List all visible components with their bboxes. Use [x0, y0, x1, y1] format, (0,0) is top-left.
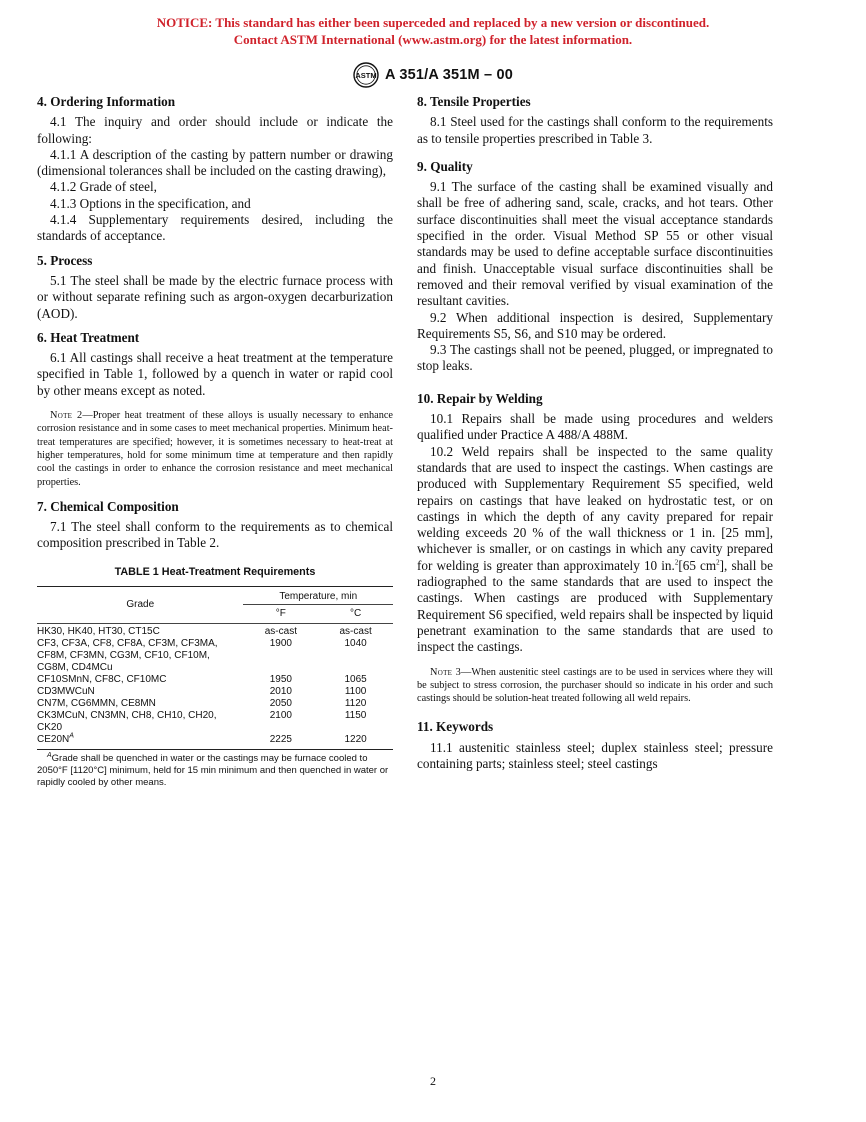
- para-10-2: [417, 444, 773, 656]
- table-row: [37, 710, 393, 734]
- section-10: [417, 391, 773, 706]
- para-9-2: 9.2 When additional inspection is desired, Supplementary Requirements S5, S6, and S10 may be ordered.: [417, 309, 773, 341]
- note-3: [417, 666, 773, 706]
- right-column: [417, 94, 773, 780]
- table-1: [37, 564, 393, 789]
- para-5-1: 5.1 The steel shall be made by the electric furnace process with or without separate refining such as argon-oxygen decarburization (AOD).: [37, 272, 393, 321]
- section-8: [417, 94, 773, 147]
- item-4-1-1: 4.1.1 A description of the casting by pattern number or drawing (dimensional tolerances shall be included on the casting drawing),: [37, 146, 393, 179]
- row-5-c: 1150: [344, 710, 367, 722]
- para-10-1: 10.1 Repairs shall be made using procedures and welders qualified under Practice A 488/A 488M.: [417, 411, 773, 443]
- section-7-title: 7. Chemical Composition: [37, 498, 179, 514]
- notice-line-1: NOTICE: This standard has either been superceded and replaced by a new version or discontinued.: [156, 15, 710, 30]
- row-6-c: 1220: [344, 734, 367, 746]
- row-3-grade: CD3MWCuN: [37, 686, 95, 698]
- para-8-1: 8.1 Steel used for the castings shall conform to the requirements as to tensile properties prescribed in Table 3.: [417, 114, 773, 146]
- note-2-label: Note 2: [50, 410, 83, 422]
- para-10-2-part-b: [65 cm: [678, 557, 717, 573]
- sup-squared-1: 2: [674, 558, 679, 567]
- para-9-3: 9.3 The castings shall not be peened, plugged, or impregnated to stop leaks.: [417, 342, 773, 374]
- table-1-title: TABLE 1 Heat-Treatment Requirements: [114, 565, 316, 578]
- row-5-f: 2100: [269, 710, 292, 722]
- row-1-f: 1900: [269, 638, 292, 650]
- section-9: [417, 159, 773, 375]
- row-2-grade: CF10SMnN, CF8C, CF10MC: [37, 674, 167, 686]
- para-4-1: 4.1 The inquiry and order should include or indicate the following:: [37, 114, 393, 146]
- notice-line-2: Contact ASTM International (www.astm.org) for the latest information.: [233, 32, 633, 47]
- row-6-footnote-mark: A: [69, 732, 74, 740]
- svg-text:ASTM: ASTM: [355, 70, 377, 80]
- table-row: [37, 698, 393, 710]
- table-1-footnote: [37, 753, 393, 789]
- note-2: [37, 409, 393, 489]
- row-0-f: as-cast: [264, 626, 297, 638]
- sup-squared-2: 2: [716, 558, 720, 567]
- para-6-1: 6.1 All castings shall receive a heat treatment at the temperature specified in Table 1, followed by a quench in water or rapid cool by other means except as noted.: [37, 350, 393, 398]
- row-4-f: 2050: [269, 698, 292, 710]
- para-10-2-part-c: ], shall be radiographed to the same standards that are used to inspect the castings. When castings are produced with Supplementary Requirement S6 specified, weld repairs shall be inspected by liquid penetrant examination to the same standards that are used to inspect the castings.: [417, 557, 773, 655]
- section-9-title: 9. Quality: [417, 158, 473, 174]
- section-11-title: 11. Keywords: [417, 719, 494, 735]
- footnote-mark-a: A: [47, 751, 52, 759]
- section-10-title: 10. Repair by Welding: [417, 390, 543, 406]
- item-4-1-4: 4.1.4 Supplementary requirements desired, including the standards of acceptance.: [37, 212, 393, 244]
- section-6: [37, 330, 393, 489]
- row-5-grade: CK3MCuN, CN3MN, CH8, CH10, CH20, CK20: [37, 710, 217, 734]
- section-11: [417, 719, 773, 772]
- row-0-grade: HK30, HK40, HT30, CT15C: [37, 626, 160, 638]
- section-6-title: 6. Heat Treatment: [37, 329, 140, 345]
- section-7: [37, 499, 393, 552]
- col-header-grade: Grade: [37, 587, 243, 624]
- row-6-grade-text: CE20N: [37, 734, 70, 746]
- table-row: [37, 686, 393, 698]
- row-1-c: 1040: [344, 638, 367, 650]
- section-5: [37, 253, 393, 322]
- left-column: [37, 94, 393, 789]
- item-4-1-2: 4.1.2 Grade of steel,: [50, 179, 157, 195]
- table-row: [37, 674, 393, 686]
- row-3-c: 1100: [344, 686, 367, 698]
- row-2-f: 1950: [269, 674, 292, 686]
- row-1-grade: CF3, CF3A, CF8, CF8A, CF3M, CF3MA, CF8M, CF3MN, CG3M, CF10, CF10M, CG8M, CD4MCu: [37, 638, 218, 674]
- footnote-text: Grade shall be quenched in water or the castings may be furnace cooled to 2050°F [1120°C] minimum, held for 15 min minimum and then quenched in water or rapidly cooled by other means.: [37, 753, 389, 789]
- section-8-title: 8. Tensile Properties: [417, 94, 531, 109]
- para-11-1: 11.1 austenitic stainless steel; duplex stainless steel; pressure containing parts; stainless steel; steel castings: [417, 739, 773, 771]
- row-0-c: as-cast: [339, 626, 372, 638]
- document-id: A 351/A 351M – 00: [384, 67, 514, 83]
- page-number: 2: [430, 1074, 436, 1088]
- section-4: [37, 94, 393, 245]
- item-4-1-3: 4.1.3 Options in the specification, and: [50, 195, 251, 211]
- row-3-f: 2010: [269, 686, 292, 698]
- row-4-c: 1120: [344, 698, 367, 710]
- heat-treatment-table: [37, 586, 393, 750]
- document-header: [0, 62, 866, 88]
- superseded-notice: [0, 14, 866, 48]
- row-4-grade: CN7M, CG6MMN, CE8MN: [37, 698, 156, 710]
- table-row: [37, 638, 393, 674]
- astm-logo-icon: [353, 62, 379, 88]
- note-3-label: Note 3: [430, 666, 462, 678]
- col-header-c: °C: [350, 608, 362, 620]
- table-row: [37, 734, 393, 750]
- note-2-text: —Proper heat treatment of these alloys is usually necessary to enhance corrosion resistance and in some cases to meet mechanical properties. Minimum heat-treat temperatures are specified; however, it is sometimes necessary to heat-treat at higher temperatures, hold for some minimum time at temperature and then rapidly cool the castings in order to enhance the corrosion resistance and meet mechanical properties.: [37, 410, 393, 488]
- para-10-2-part-a: 10.2 Weld repairs shall be inspected to the same quality standards that are used to inspect the castings. When castings are produced with Supplementary Requirement S5 specified, weld repairs on castings that have leaked on hydrostatic test, or on castings in which the depth of any cavity prepared for repair welding exceeds 20 % of the wall thickness or 1 in. [25 mm], whichever is smaller, or on castings in which any cavity prepared for welding is greater than approximately 10 in.: [417, 443, 773, 573]
- para-7-1: 7.1 The steel shall conform to the requirements as to chemical composition prescribed in Table 2.: [37, 519, 393, 551]
- row-6-grade: [37, 734, 243, 750]
- note-3-text: —When austenitic steel castings are to be used in services where they will be subject to stress corrosion, the purchaser should so indicate in his order and such castings should be solution-heat treated following all weld repairs.: [417, 666, 773, 705]
- row-2-c: 1065: [344, 674, 367, 686]
- table-row: [37, 626, 393, 638]
- col-header-f: °F: [275, 608, 286, 620]
- col-header-temperature: Temperature, min: [243, 587, 393, 605]
- para-9-1: 9.1 The surface of the casting shall be examined visually and shall be free of adhering sand, scale, cracks, and hot tears. Other surface discontinuities shall meet the visual acceptance standards specified in the order. Visual Method SP 55 or other visual standards may be used to define acceptable surface discontinuities and finish. Unacceptable visual surface discontinuities shall be removed and their removal verified by visual examination of the resultant cavities.: [417, 179, 773, 309]
- section-4-title: 4. Ordering Information: [37, 94, 176, 109]
- section-5-title: 5. Process: [37, 252, 93, 268]
- row-6-f: 2225: [269, 734, 292, 746]
